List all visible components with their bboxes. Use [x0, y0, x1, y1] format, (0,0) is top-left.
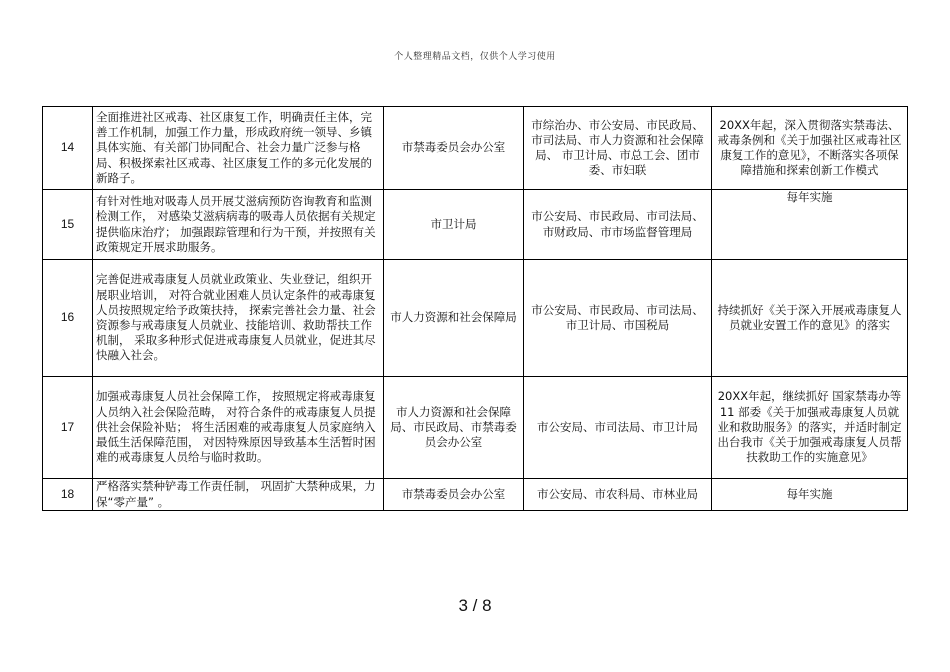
- partner-units: 市综治办、市公安局、市民政局、市司法局、市人力资源和社会保障局、 市卫计局、市总工会、团市委、市妇联: [524, 107, 712, 190]
- table-row: [43, 377, 908, 479]
- row-number: 17: [43, 377, 93, 479]
- lead-unit: 市人力资源和社会保障局、市民政局、市禁毒委员会办公室: [384, 377, 524, 479]
- row-number: 16: [43, 260, 93, 377]
- task-content: 有针对性地对吸毒人员开展艾滋病预防咨询教育和监测检测工作， 对感染艾滋病病毒的吸毒人员依据有关规定提供临床治疗； 加强跟踪管理和行为干预，并按照有关政策规定开展求助服务。: [93, 190, 384, 260]
- partner-units: 市公安局、市农科局、市林业局: [524, 479, 712, 511]
- row-number: 15: [43, 190, 93, 260]
- table-row: [43, 479, 908, 511]
- timeline-note: 每年实施: [712, 479, 908, 511]
- timeline-note: 20XX年起，继续抓好 国家禁毒办等 11 部委《关于加强戒毒康复人员就业和救助服务》的落实，并适时制定出台我市《关于加强戒毒康复人员帮扶救助工作的实施意见》: [712, 377, 908, 479]
- lead-unit: 市禁毒委员会办公室: [384, 479, 524, 511]
- lead-unit: 市人力资源和社会保障局: [384, 260, 524, 377]
- page-header: 个人整理精品文档，仅供个人学习使用: [394, 52, 556, 62]
- page-indicator: 3 / 8: [458, 596, 492, 615]
- task-content: 严格落实禁种铲毒工作责任制， 巩固扩大禁种成果，力保“零产量” 。: [93, 479, 384, 511]
- table-row: [43, 260, 908, 377]
- partner-units: 市公安局、市民政局、市司法局、市卫计局、市国税局: [524, 260, 712, 377]
- table-row: [43, 190, 908, 260]
- timeline-note: 20XX年起，深入贯彻落实禁毒法、戒毒条例和《关于加强社区戒毒社区康复工作的意见》，不断落实各项保障措施和探索创新工作模式: [712, 107, 908, 190]
- lead-unit: 市禁毒委员会办公室: [384, 107, 524, 190]
- timeline-note: 持续抓好《关于深入开展戒毒康复人员就业安置工作的意见》的落实: [712, 260, 908, 377]
- partner-units: 市公安局、市司法局、市卫计局: [524, 377, 712, 479]
- row-number: 18: [43, 479, 93, 511]
- partner-units: 市公安局、市民政局、市司法局、市财政局、市市场监督管理局: [524, 190, 712, 260]
- task-content: 全面推进社区戒毒、社区康复工作，明确责任主体，完善工作机制，加强工作力量，形成政府统一领导、乡镇具体实施、有关部门协同配合、社会力量广泛参与格局、积极探索社区戒毒、社区康复工作的多元化发展的新路子。: [93, 107, 384, 190]
- lead-unit: 市卫计局: [384, 190, 524, 260]
- row-number: 14: [43, 107, 93, 190]
- timeline-note: 每年实施: [712, 190, 908, 260]
- task-content: 加强戒毒康复人员社会保障工作， 按照规定将戒毒康复人员纳入社会保险范畴， 对符合条件的戒毒康复人员提供社会保险补贴； 将生活困难的戒毒康复人员家庭纳入最低生活保障范围， 对因特殊原因导致基本生活暂时困难的戒毒康复人员给与临时救助。: [93, 377, 384, 479]
- task-content: 完善促进戒毒康复人员就业政策业、失业登记，组织开展职业培训， 对符合就业困难人员认定条件的戒毒康复人员按照规定给予政策扶持， 探索完善社会力量、社会资源参与戒毒康复人员就业、技能培训、救助帮扶工作机制， 采取多种形式促进戒毒康复人员就业，促进其尽快融入社会。: [93, 260, 384, 377]
- table-row: [43, 107, 908, 190]
- task-table: [42, 106, 908, 511]
